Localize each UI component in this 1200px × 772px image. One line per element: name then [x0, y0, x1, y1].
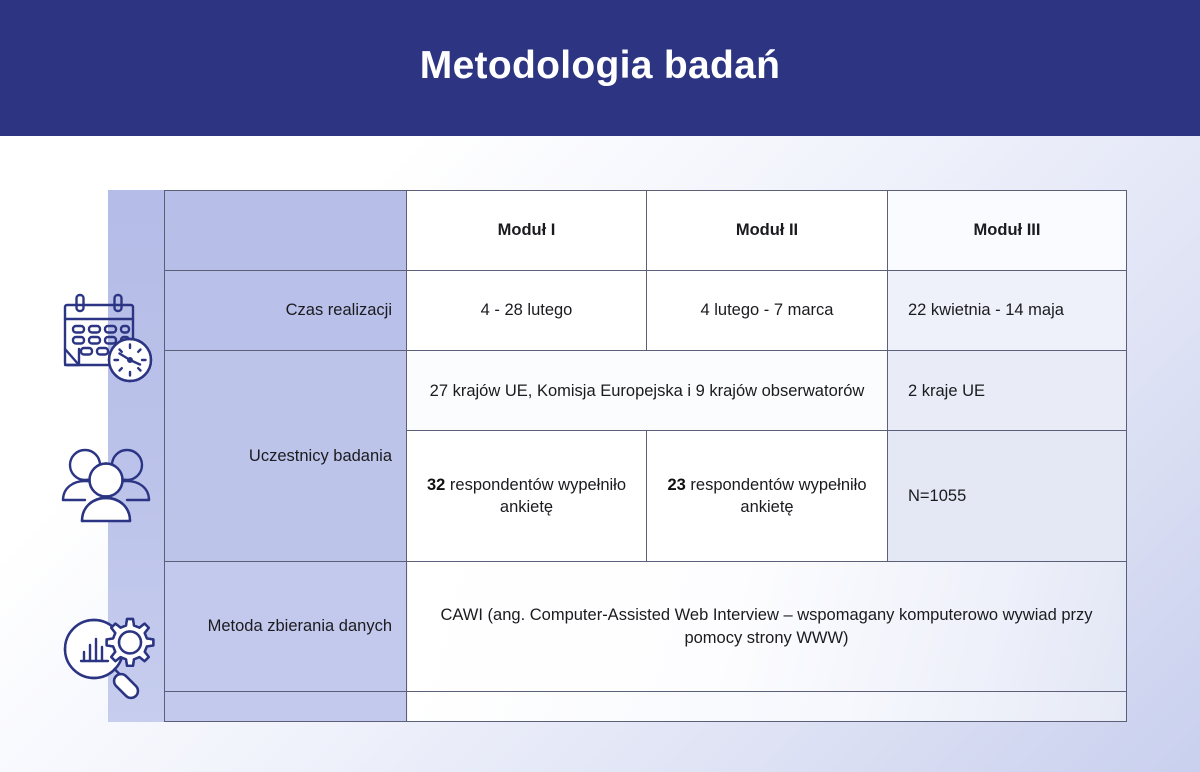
cell-metoda-cawi-merged: CAWI (ang. Computer-Assisted Web Interview – wspomagany komputerowo wywiad przy pomocy strony WWW) — [407, 561, 1127, 692]
cell-czas-module-3: 22 kwietnia - 14 maja — [888, 271, 1127, 351]
bottom-filler-label — [165, 692, 407, 722]
table-row-bottom-filler — [165, 692, 1127, 722]
cell-respondents-module-3: N=1055 — [888, 431, 1127, 562]
respondents-count-module-2: 23 — [667, 475, 686, 494]
cell-uczestnicy-countries-merged: 27 krajów UE, Komisja Europejska i 9 krajów obserwatorów — [407, 351, 888, 431]
cell-respondents-module-1 — [407, 431, 647, 562]
bottom-filler-cell — [407, 692, 1127, 722]
cell-czas-module-2: 4 lutego - 7 marca — [647, 271, 888, 351]
cell-respondents-module-2 — [647, 431, 888, 562]
table-corner-cell — [165, 191, 407, 271]
methodology-table-wrapper — [164, 190, 1126, 722]
row-label-uczestnicy-badania: Uczestnicy badania — [165, 351, 407, 562]
methodology-table — [164, 190, 1127, 722]
cell-uczestnicy-module-3: 2 kraje UE — [888, 351, 1127, 431]
cell-czas-module-1: 4 - 28 lutego — [407, 271, 647, 351]
page-title: Metodologia badań — [419, 43, 781, 87]
calendar-clock-icon — [52, 288, 160, 388]
column-header-module-1: Moduł I — [407, 191, 647, 271]
respondents-count-module-1: 32 — [426, 475, 446, 494]
icon-column — [0, 190, 164, 722]
table-row-metoda-zbierania — [165, 561, 1127, 692]
respondents-text-module-2: respondentów wypełniło ankietę — [685, 475, 867, 516]
table-row-uczestnicy-countries — [165, 351, 1127, 431]
respondents-text-module-1: respondentów wypełniło ankietę — [445, 475, 627, 516]
people-group-icon — [52, 438, 160, 538]
row-label-czas-realizacji: Czas realizacji — [165, 271, 407, 351]
table-row-czas-realizacji — [165, 271, 1127, 351]
header-band — [0, 0, 1200, 136]
column-header-module-2: Moduł II — [647, 191, 888, 271]
table-header-row — [165, 191, 1127, 271]
chart-magnifier-gear-icon — [52, 605, 160, 705]
column-header-module-3: Moduł III — [888, 191, 1127, 271]
row-label-metoda-zbierania-danych: Metoda zbierania danych — [165, 561, 407, 692]
